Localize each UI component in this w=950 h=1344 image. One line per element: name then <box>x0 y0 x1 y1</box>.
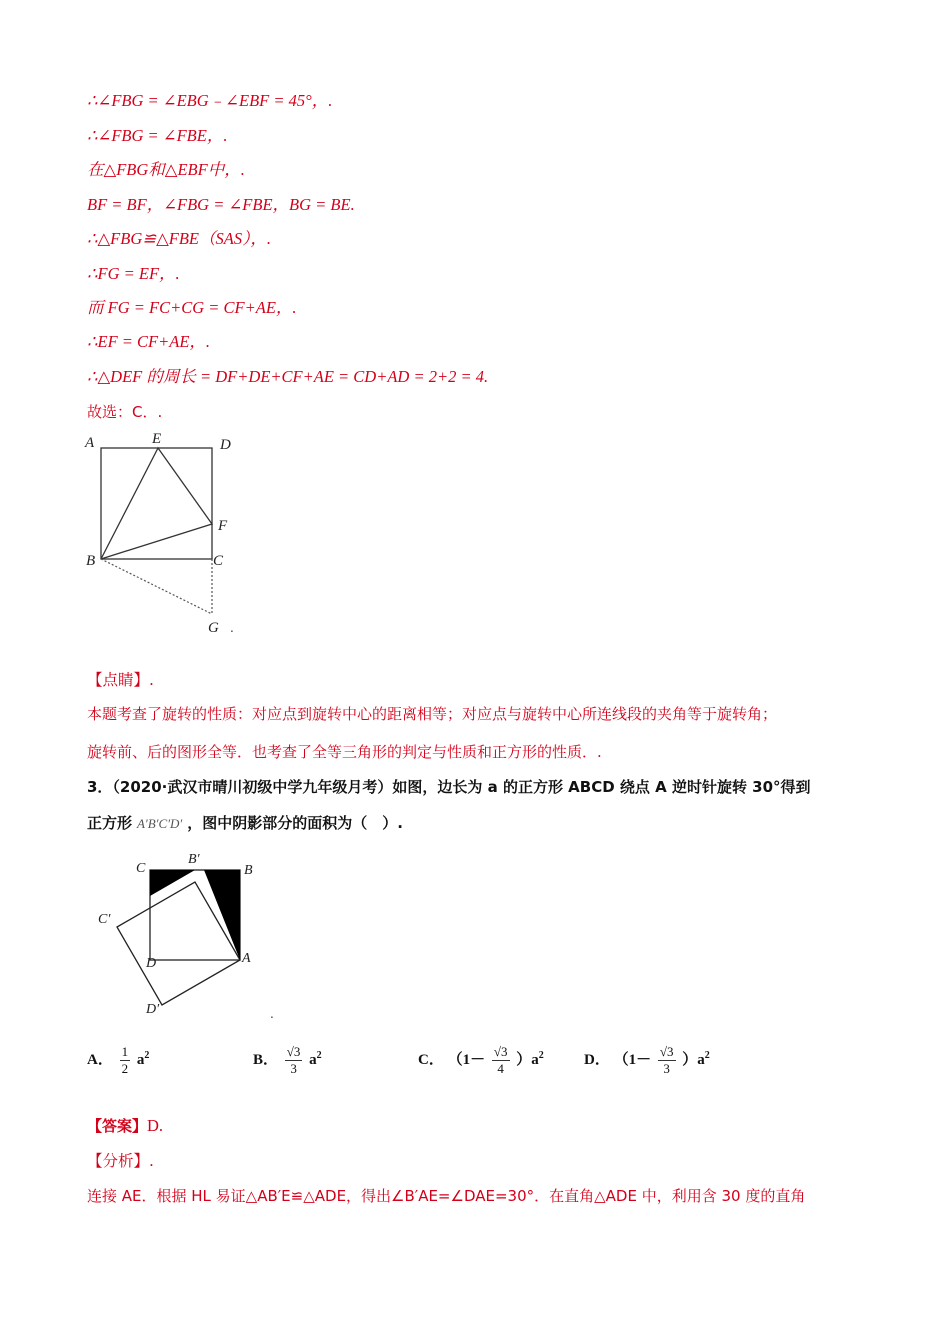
question-math: A′B′C′D′ <box>136 816 183 831</box>
label-c-prime: C′ <box>98 912 111 927</box>
option-letter: A． <box>87 1052 113 1068</box>
option-fraction <box>492 1044 510 1077</box>
answer-line <box>87 1116 163 1136</box>
trailing-mark: . <box>230 621 234 635</box>
option-exponent: 2 <box>144 1050 150 1061</box>
option-post: ）a <box>682 1052 705 1068</box>
option-numerator: √3 <box>659 1044 674 1060</box>
label-d-2: D <box>146 956 157 971</box>
analysis-tag: 【分析】. <box>87 1152 154 1170</box>
label-b-2: B <box>244 863 253 878</box>
comment-line-2: 旋转前、后的图形全等．也考查了全等三角形的判定与性质和正方形的性质．. <box>87 743 602 761</box>
solution-line-7: 而 FG = FC+CG = CF+AE，. <box>87 298 297 317</box>
figure-square-triangle <box>80 428 260 640</box>
option-letter: B． <box>253 1052 279 1068</box>
option-exponent: 2 <box>316 1050 322 1061</box>
option-exponent: 2 <box>538 1050 544 1061</box>
option-denominator: 2 <box>121 1061 129 1077</box>
square-abcd <box>101 448 212 559</box>
option-denominator: 3 <box>663 1061 670 1077</box>
label-c-2: C <box>136 861 146 876</box>
option-numerator: √3 <box>286 1044 301 1060</box>
option-numerator: 1 <box>121 1044 129 1060</box>
figure-rotated-squares <box>92 848 292 1020</box>
shaded-right <box>204 870 240 960</box>
shaded-left <box>150 870 195 896</box>
solution-line-10: 故选：C．. <box>87 403 163 421</box>
solution-line-2: ∴∠FBG = ∠FBE，. <box>87 126 228 145</box>
option-letter: D． <box>584 1052 610 1068</box>
label-a: A <box>85 435 95 451</box>
solution-line-1: ∴∠FBG = ∠EBG﹣∠EBF = 45°，. <box>87 91 333 110</box>
question-prefix: 正方形 <box>87 814 133 832</box>
label-g: G <box>208 620 219 636</box>
question-line-2 <box>87 813 403 834</box>
option-a <box>87 1030 149 1086</box>
option-pre: （1－ <box>447 1052 486 1068</box>
solution-line-5: ∴△FBG≌△FBE（SAS），. <box>87 229 271 248</box>
comment-line-1: 本题考查了旋转的性质：对应点到旋转中心的距离相等；对应点与旋转中心所连线段的夹角等于旋转角； <box>87 705 778 723</box>
solution-line-3: 在△FBG和△EBF中，. <box>87 160 245 179</box>
solution-line-4: BF = BF，∠FBG = ∠FBE，BG = BE. <box>87 195 355 214</box>
option-numerator: √3 <box>493 1044 508 1060</box>
label-d: D <box>220 437 231 453</box>
option-letter: C． <box>418 1052 444 1068</box>
option-post: ）a <box>516 1052 539 1068</box>
label-f: F <box>218 518 228 534</box>
comment-tag: 【点睛】. <box>87 671 154 689</box>
analysis-line-1: 连接 AE．根据 HL 易证△AB′E≌△ADE，得出∠B′AE=∠DAE=30°．在直角△ADE 中，利用含 30 度的直角 <box>87 1187 806 1205</box>
option-fraction <box>658 1044 676 1077</box>
option-d <box>584 1030 710 1086</box>
option-post: a <box>136 1052 145 1068</box>
solution-line-8: ∴EF = CF+AE，. <box>87 332 211 351</box>
trailing-mark-2: . <box>270 1007 274 1020</box>
label-d-prime: D′ <box>146 1002 160 1017</box>
option-fraction <box>285 1044 303 1077</box>
option-fraction <box>120 1044 131 1077</box>
question-line-1: 3．（2020·武汉市晴川初级中学九年级月考）如图，边长为 a 的正方形 ABCD 绕点 A 逆时针旋转 30°得到 <box>87 778 811 796</box>
option-b <box>253 1030 322 1086</box>
answer-value: D. <box>147 1116 164 1135</box>
solution-line-6: ∴FG = EF，. <box>87 264 180 283</box>
answer-tag: 【答案】 <box>87 1117 148 1135</box>
label-a-2: A <box>242 951 251 966</box>
solution-line-9: ∴△DEF 的周长 = DF+DE+CF+AE = CD+AD = 2+2 = 4. <box>87 367 489 386</box>
label-e: E <box>152 431 162 447</box>
option-post: a <box>309 1052 317 1068</box>
option-denominator: 3 <box>290 1061 297 1077</box>
option-exponent: 2 <box>704 1050 710 1061</box>
option-pre: （1－ <box>613 1052 652 1068</box>
triangle-bef <box>101 448 212 559</box>
option-c <box>418 1030 544 1086</box>
label-c: C <box>213 553 224 569</box>
question-suffix: ，图中阴影部分的面积为（ ）. <box>187 814 403 832</box>
label-b: B <box>86 553 96 569</box>
dotted-bg <box>101 559 212 614</box>
option-denominator: 4 <box>497 1061 504 1077</box>
label-b-prime: B′ <box>188 852 200 867</box>
